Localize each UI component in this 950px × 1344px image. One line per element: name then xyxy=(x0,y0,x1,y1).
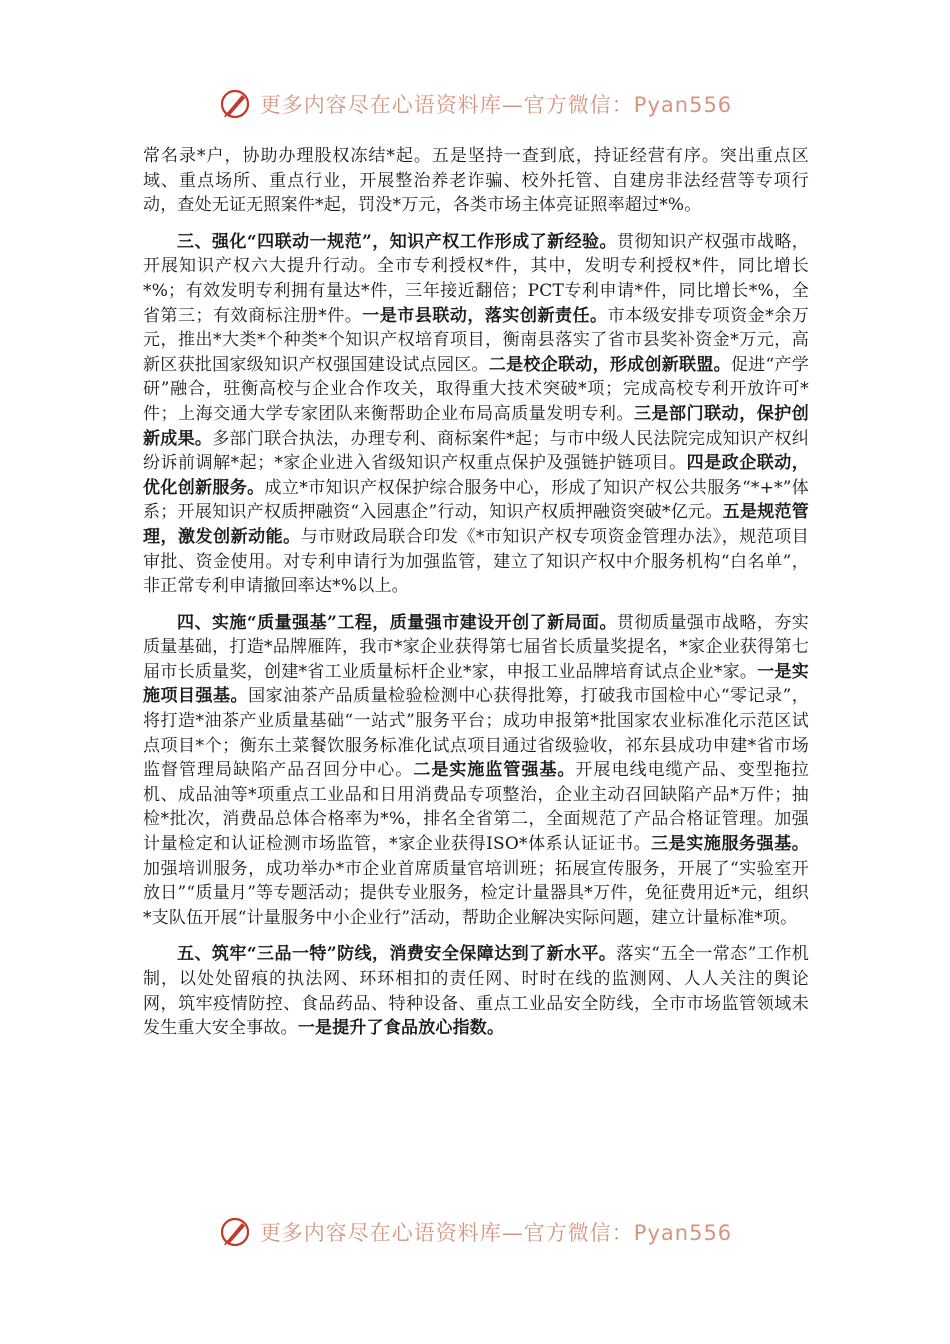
paragraph-text: 开展电线电缆产品、变型拖拉机、成品油等*项重点工业品和日用消费品专项整治，企业主动召回缺陷产品*万件；抽检*批次，消费品总体合格率为*%，排名全省第二，全面规范了产品合格证管理。加强计量检定和认证检测市场监管，*家企业获得ISO*体系认证证书。 xyxy=(143,760,809,855)
section-heading: 三、强化“四联动一规范”，知识产权工作形成了新经验。 xyxy=(177,231,618,252)
pen-logo-icon xyxy=(218,86,254,122)
paragraph-section-5 xyxy=(143,942,809,1040)
paragraph-text: 促进“产学研”融合，驻衡高校与企业合作攻关，取得重大技术突破*项；完成高校专利开放许可*件；上海交通大学专家团队来衡帮助企业布局高质量发明专利。 xyxy=(143,354,809,424)
subpoint-heading: 四是政企联动，优化创新服务。 xyxy=(143,453,810,498)
section-heading: 四、实施“质量强基”工程，质量强市建设开创了新局面。 xyxy=(177,612,618,633)
paragraph-text: 成立*市知识产权保护综合服务中心，形成了知识产权公共服务“*+*”体系；开展知识产权质押融资“入园惠企”行动，知识产权质押融资突破*亿元。 xyxy=(143,477,809,523)
document-body xyxy=(143,144,809,1041)
subpoint-heading: 二是校企联动，形成创新联盟。 xyxy=(488,354,731,375)
subpoint-heading: 一是实施项目强基。 xyxy=(143,661,809,707)
header-banner xyxy=(0,84,950,124)
subpoint-heading: 五是规范管理，激发创新动能。 xyxy=(143,502,809,547)
paragraph-text: 贯彻质量强市战略，夯实质量基础，打造*品牌雁阵，我市*家企业获得第七届省长质量奖提名，*家企业获得第七届市长质量奖，创建*省工业质量标杆企业*家，申报工业品牌培育试点企业*家。 xyxy=(143,612,810,682)
paragraph-text: 国家油茶产品质量检验检测中心获得批筹，打破我市国检中心“零记录”，将打造*油茶产业质量基础“一站式”服务平台；成功申报第*批国家农业标准化示范区试点项目*个；衡东土菜餐饮服务标准化试点项目通过省级验收，祁东县成功申建*省市场监督管理局缺陷产品召回分中心。 xyxy=(143,686,810,781)
paragraph-1 xyxy=(143,144,809,218)
section-heading: 五、筑牢“三品一特”防线，消费安全保障达到了新水平。 xyxy=(177,944,617,965)
paragraph-text: 贯彻知识产权强市战略，开展知识产权六大提升行动。全市专利授权*件，其中，发明专利授权*件，同比增长*%；有效发明专利拥有量达*件，三年接近翻倍；PCT专利申请*件，同比增长*%，全省第三；有效商标注册*件。 xyxy=(143,231,810,326)
footer-banner xyxy=(0,1212,950,1252)
paragraph-text: 与市财政局联合印发《*市知识产权专项资金管理办法》，规范项目审批、资金使用。对专利申请行为加强监管，建立了知识产权中介服务机构“白名单”，非正常专利申请撤回率达*%以上。 xyxy=(143,526,809,597)
paragraph-text: 加强培训服务，成功举办*市企业首席质量官培训班；拓展宣传服务，开展了“实验室开放日”“质量月”等专题活动；提供专业服务，检定计量器具*万件，免征费用近*元，组织*支队伍开展“计量服务中小企业行”活动，帮助企业解决实际问题，建立计量标准*项。 xyxy=(143,858,809,928)
footer-banner-text: 更多内容尽在心语资料库—官方微信：Pyan556 xyxy=(259,1221,733,1245)
paragraph-text: 市本级安排专项资金*余万元，推出*大类*个种类*个知识产权培育项目，衡南县落实了省市县奖补资金*万元，高新区获批国家级知识产权强国建设试点园区。 xyxy=(143,305,809,375)
subpoint-heading: 一是提升了食品放心指数。 xyxy=(297,1018,505,1039)
paragraph-text: 多部门联合执法，办理专利、商标案件*起；与市中级人民法院完成知识产权纠纷诉前调解*起；*家企业进入省级知识产权重点保护及强链护链项目。 xyxy=(143,428,810,474)
subpoint-heading: 三是部门联动，保护创新成果。 xyxy=(143,403,809,449)
paragraph-text: 落实“五全一常态”工作机制，以处处留痕的执法网、环环相扣的责任网、时时在线的监测网、人人关注的舆论网，筑牢疫情防控、食品药品、特种设备、重点工业品安全防线，全市市场监管领域未发生重大安全事故。 xyxy=(143,944,809,1039)
subpoint-heading: 一是市县联动，落实创新责任。 xyxy=(362,305,608,326)
subpoint-heading: 三是实施服务强基。 xyxy=(651,834,809,855)
header-banner-text: 更多内容尽在心语资料库—官方微信：Pyan556 xyxy=(259,93,733,117)
pen-logo-icon xyxy=(218,1214,254,1250)
paragraph-section-4 xyxy=(143,611,809,931)
subpoint-heading: 二是实施监管强基。 xyxy=(413,760,576,781)
paragraph-text: 常名录*户，协助办理股权冻结*起。五是坚持一查到底，持证经营有序。突出重点区域、重点场所、重点行业，开展整治养老诈骗、校外托管、自建房非法经营等专项行动，查处无证无照案件*起，罚没*万元，各类市场主体亮证照率超过*%。 xyxy=(143,146,809,216)
paragraph-section-3 xyxy=(143,230,809,599)
